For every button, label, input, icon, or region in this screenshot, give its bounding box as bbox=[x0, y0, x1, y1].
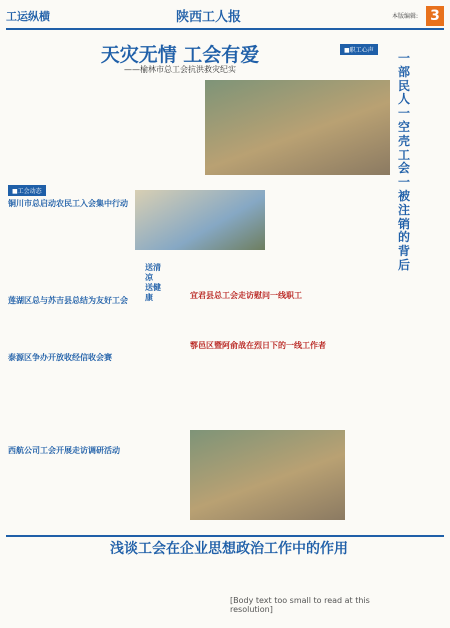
headline-b: 莲湖区总与苏吉县总结为友好工会 bbox=[8, 295, 128, 305]
headline-f: 宜君县总工会走访慰问一线职工 bbox=[190, 290, 302, 300]
section-label-right: ■职工心声 bbox=[340, 44, 378, 55]
footer-rule bbox=[6, 535, 444, 537]
body-text-placeholder: [Body text too small to read at this resolution] bbox=[230, 596, 370, 614]
page-number: 3 bbox=[426, 6, 444, 26]
page-meta: 本版编辑: bbox=[391, 13, 418, 20]
lead-photo bbox=[205, 80, 390, 175]
paper-title: 陕西工人报 bbox=[176, 10, 242, 25]
headline-g: 鄠邑区暨阿俞战在烈日下的一线工作者 bbox=[190, 340, 326, 350]
bottom-middle-photo bbox=[190, 430, 345, 520]
side-headline: 一部民人一空壳工会一被注销的背后 bbox=[398, 51, 411, 272]
headline-d: 西航公司工会开展走访调研活动 bbox=[8, 445, 120, 455]
bottom-headline: 浅谈工会在企业思想政治工作中的作用 bbox=[110, 541, 348, 557]
section-label-left: ■工会动态 bbox=[8, 185, 46, 196]
headline-c: 泰源区争办开放收经信收会赛 bbox=[8, 352, 112, 362]
headline-e: 送清凉 送健康 bbox=[145, 262, 161, 302]
middle-photo bbox=[135, 190, 265, 250]
masthead-bar bbox=[6, 4, 444, 30]
section-name: 工运纵横 bbox=[6, 10, 50, 23]
lead-subheadline: ——榆林市总工会抗洪救灾纪实 bbox=[124, 65, 236, 74]
lead-headline: 天灾无情 工会有爱 bbox=[100, 44, 260, 66]
headline-a: 铜川市总启动农民工入会集中行动 bbox=[8, 198, 128, 208]
